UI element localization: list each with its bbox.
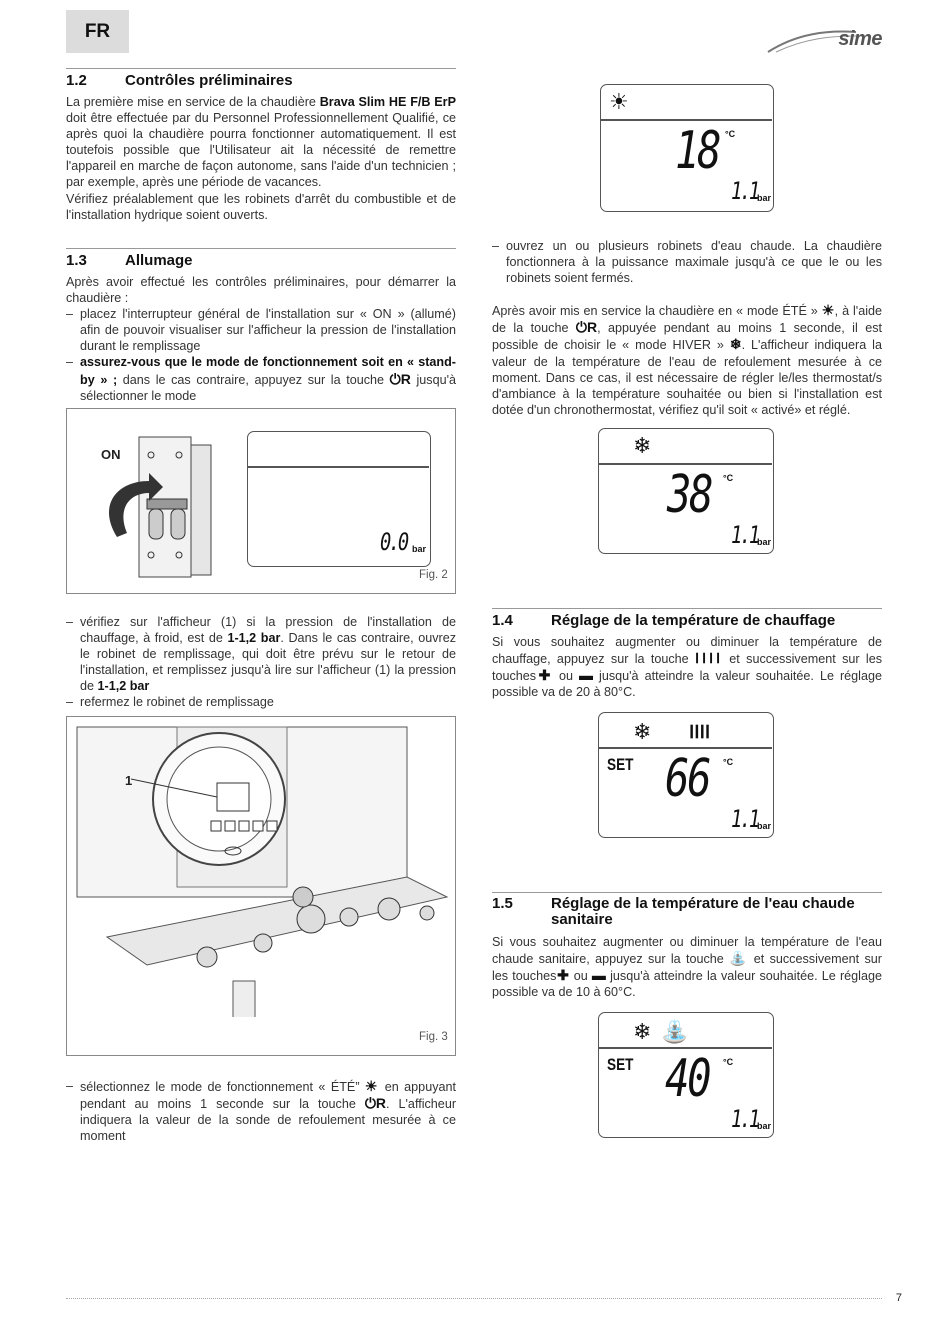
list-item-text: . L'afficheur indiquera la valeur de la sonde de refoulement mesurée à ce moment	[80, 1097, 457, 1144]
lcd-pressure-value: 1.1	[731, 805, 758, 833]
body-text: Après avoir mis en service la chaudière en « mode ÉTÉ »	[492, 304, 822, 319]
section-1-4-heading	[492, 612, 882, 629]
body-text: Si vous souhaitez augmenter ou diminuer la température de chauffage, appuyez sur la touche	[492, 635, 882, 667]
figure-caption: Fig. 3	[419, 1031, 448, 1043]
lcd-set-label: SET	[607, 755, 634, 774]
lcd-unit-celsius: °C	[723, 757, 734, 767]
body-text: ou	[569, 969, 592, 984]
body-text: La première mise en service de la chaudière	[66, 95, 320, 109]
lcd-temperature-value: 38	[667, 465, 712, 525]
minus-button-icon: ▬	[579, 667, 593, 684]
figure-caption: Fig. 2	[419, 569, 448, 581]
lcd-temperature-value: 66	[665, 749, 710, 809]
summer-mode-icon: ☀	[609, 89, 629, 114]
callout-1: 1	[125, 773, 133, 788]
section-title: Réglage de la température de l'eau chaude sanitaire	[551, 895, 855, 928]
list-item: – vérifiez sur l'afficheur (1) si la pression de l'installation de chauffage, à froid, est de 1-1,2 bar. Dans le cas contraire, ouvrez le robinet de remplissage, qui doit être prévu sur le retour de l'installation, et remplissez jusqu'à lire sur l'afficheur (1) la pression de 1-1,2 bar	[66, 615, 456, 694]
plus-button-icon: ✚	[536, 667, 553, 684]
lcd-divider	[248, 466, 429, 468]
right-column-body	[492, 238, 882, 418]
lcd-display-dhw-set	[598, 1012, 774, 1138]
body-text: et successivement sur les touches	[492, 952, 882, 984]
section-1-3-heading	[66, 252, 456, 269]
lcd-temperature-value: 18	[675, 121, 720, 181]
on-label: ON	[101, 447, 121, 462]
list-item-text: ouvrez un ou plusieurs robinets d'eau chaude. La chaudière fonctionnera à la puissance maximale jusqu'à ce que le ou les robinets soient fermés.	[506, 239, 882, 286]
lcd-unit-bar: bar	[757, 537, 772, 547]
list-item-text: en appuyant pendant au moins 1 seconde sur la touche	[80, 1080, 456, 1112]
body-text: doit être effectuée par du Personnel Professionnellement Qualifié, ce après quoi la chaudière pourra fonctionner automatiquement. Il est toutefois possible que l'Utilisateur ait la nécessité de remettre l'appareil en marche de façon autonome, sans l'aide d'un technicien ; par exemple, après une période de vacances.	[66, 111, 456, 190]
section-number: 1.4	[492, 612, 513, 629]
summer-mode-icon: ☀	[821, 302, 835, 319]
section-1-3-body	[66, 274, 456, 404]
section-divider	[66, 68, 456, 69]
lcd-pressure-value: 1.1	[731, 521, 758, 549]
section-1-2-body	[66, 94, 456, 223]
lcd-display-winter	[598, 428, 774, 554]
winter-mode-icon: ❄	[633, 719, 652, 744]
lcd-temperature-value: 40	[665, 1049, 710, 1109]
lcd-unit-celsius: °C	[723, 1057, 734, 1067]
boiler-illustration	[67, 717, 455, 1017]
heating-icon: ⅠⅠⅠⅠ	[689, 722, 711, 742]
plus-button-icon: ✚	[556, 967, 570, 984]
section-number: 1.2	[66, 72, 87, 89]
lcd-unit-bar: bar	[757, 821, 772, 831]
lcd-unit-bar: bar	[757, 193, 772, 203]
winter-mode-icon: ❄	[729, 336, 742, 353]
section-divider	[492, 892, 882, 893]
section-title: Réglage de la température de chauffage	[551, 612, 836, 629]
list-item-text: dans le cas contraire, appuyez sur la touche	[117, 372, 390, 387]
brand-logo	[766, 24, 886, 56]
power-button-icon: ⏻R	[389, 370, 411, 387]
section-number: 1.5	[492, 895, 513, 912]
list-item-text: sélectionnez le mode de fonctionnement « ÉTÉ”	[80, 1080, 365, 1094]
section-1-3-body-2	[66, 614, 456, 711]
list-item-text: placez l'interrupteur général de l'installation sur « ON » (allumé) afin de pouvoir visualiser sur l'afficheur la pression de l'installation durant le remplissage	[80, 307, 456, 354]
winter-mode-icon: ❄	[633, 433, 652, 458]
lcd-display-standby	[247, 431, 431, 567]
lcd-unit-celsius: °C	[725, 129, 736, 139]
list-item: – placez l'interrupteur général de l'installation sur « ON » (allumé) afin de pouvoir visualiser sur l'afficheur la pression de l'installation durant le remplissage	[66, 307, 456, 354]
list-item: – sélectionnez le mode de fonctionnement « ÉTÉ” ☀ en appuyant pendant au moins 1 seconde sur la touche ⏻R. L'afficheur indiquera la valeur de la sonde de refoulement mesurée à ce moment	[66, 1078, 457, 1144]
section-1-3-body-3	[66, 1078, 456, 1144]
list-item: – assurez-vous que le mode de fonctionnement soit en « stand-by » ; dans le cas contraire, appuyez sur la touche ⏻R jusqu'à sélectionner le mode	[66, 355, 456, 403]
figure-3	[66, 716, 456, 1056]
list-item-text: . Dans le cas contraire, ouvrez le robinet de remplissage, qui doit être prévu sur le retour de l'installation, et remplissez jusqu'à lire sur l'afficheur (1) la pression de	[80, 631, 456, 694]
body-text: jusqu'à atteindre la valeur souhaitée. Le réglage possible va de 10 à 60°C.	[492, 969, 882, 1000]
body-text: ou	[552, 669, 579, 684]
minus-button-icon: ▬	[591, 967, 606, 984]
figure-2	[66, 408, 456, 594]
list-item-text: jusqu'à sélectionner le mode	[80, 372, 456, 403]
section-1-4-body	[492, 634, 882, 700]
pressure-range: 1-1,2 bar	[97, 679, 150, 694]
hot-water-button-icon: ⛲	[729, 950, 749, 967]
body-text: , à l'aide de la touche	[492, 304, 883, 336]
winter-mode-icon: ❄	[633, 1019, 652, 1044]
section-number: 1.3	[66, 252, 87, 269]
list-item-text: assurez-vous que le mode de fonctionnement soit en « stand-by » ;	[80, 355, 456, 387]
brand-wordmark: sime	[838, 28, 882, 50]
hot-water-tap-icon: ⛲	[661, 1019, 689, 1044]
lcd-unit-bar: bar	[757, 1121, 772, 1131]
section-1-5-heading	[492, 896, 882, 928]
body-text: Si vous souhaitez augmenter ou diminuer la température de l'eau chaude sanitaire, appuyez sur la touche	[492, 935, 882, 967]
product-name: Brava Slim HE F/B ErP	[319, 95, 456, 109]
body-text: et successivement sur les touches	[492, 652, 883, 684]
lcd-display-heating-set	[598, 712, 774, 838]
footer-rule	[66, 1298, 882, 1299]
lcd-pressure-value: 0.0	[380, 528, 407, 556]
section-title: Contrôles préliminaires	[125, 72, 293, 89]
pressure-range: 1-1,2 bar	[227, 631, 281, 646]
page-number: 7	[895, 1292, 902, 1304]
power-button-icon: ⏻R	[364, 1095, 387, 1112]
language-tab	[66, 10, 129, 53]
body-text: . L'afficheur indiquera la valeur de la température de l'eau de refoulement mesurée à ce moment. Dans ce cas, il est nécessaire de régler le/les thermostat/s d'ambiance à la température souhaitée ou bien si l'installation est dotée d'un chronothermostat, vérifiez qu'il soit « activé» et réglé.	[492, 338, 882, 417]
body-text: Vérifiez préalablement que les robinets d'arrêt du combustible et de l'installation hydrique soient ouverts.	[66, 191, 456, 222]
heating-button-icon: ⅠⅠⅠⅠ	[695, 650, 723, 667]
lcd-pressure-value: 1.1	[731, 177, 758, 205]
section-divider	[492, 608, 882, 609]
lcd-set-label: SET	[607, 1055, 634, 1074]
list-item: – refermez le robinet de remplissage	[66, 694, 456, 710]
body-text: Après avoir effectué les contrôles préliminaires, pour démarrer la chaudière :	[66, 275, 456, 306]
power-button-icon: ⏻R	[575, 319, 598, 336]
lcd-unit-celsius: °C	[723, 473, 734, 483]
section-title: Allumage	[125, 252, 193, 269]
section-1-2-heading	[66, 72, 456, 89]
section-divider	[66, 248, 456, 249]
body-text: , appuyée pendant au moins 1 seconde, il est possible de choisir le « mode HIVER »	[492, 321, 883, 353]
lcd-pressure-value: 1.1	[731, 1105, 758, 1133]
body-text: jusqu'à atteindre la valeur souhaitée. Le réglage possible va de 20 à 80°C.	[492, 669, 882, 700]
list-item: – ouvrez un ou plusieurs robinets d'eau chaude. La chaudière fonctionnera à la puissance maximale jusqu'à ce que le ou les robinets soient fermés.	[492, 239, 882, 286]
lcd-unit: bar	[412, 544, 427, 554]
language-label: FR	[84, 20, 111, 42]
summer-mode-icon: ☀	[364, 1078, 380, 1094]
section-1-5-body	[492, 934, 882, 1000]
lcd-display-summer	[600, 84, 774, 212]
list-item-text: vérifiez sur l'afficheur (1) si la pression de l'installation de chauffage, à froid, est de	[80, 615, 456, 646]
list-item-text: refermez le robinet de remplissage	[80, 695, 274, 710]
